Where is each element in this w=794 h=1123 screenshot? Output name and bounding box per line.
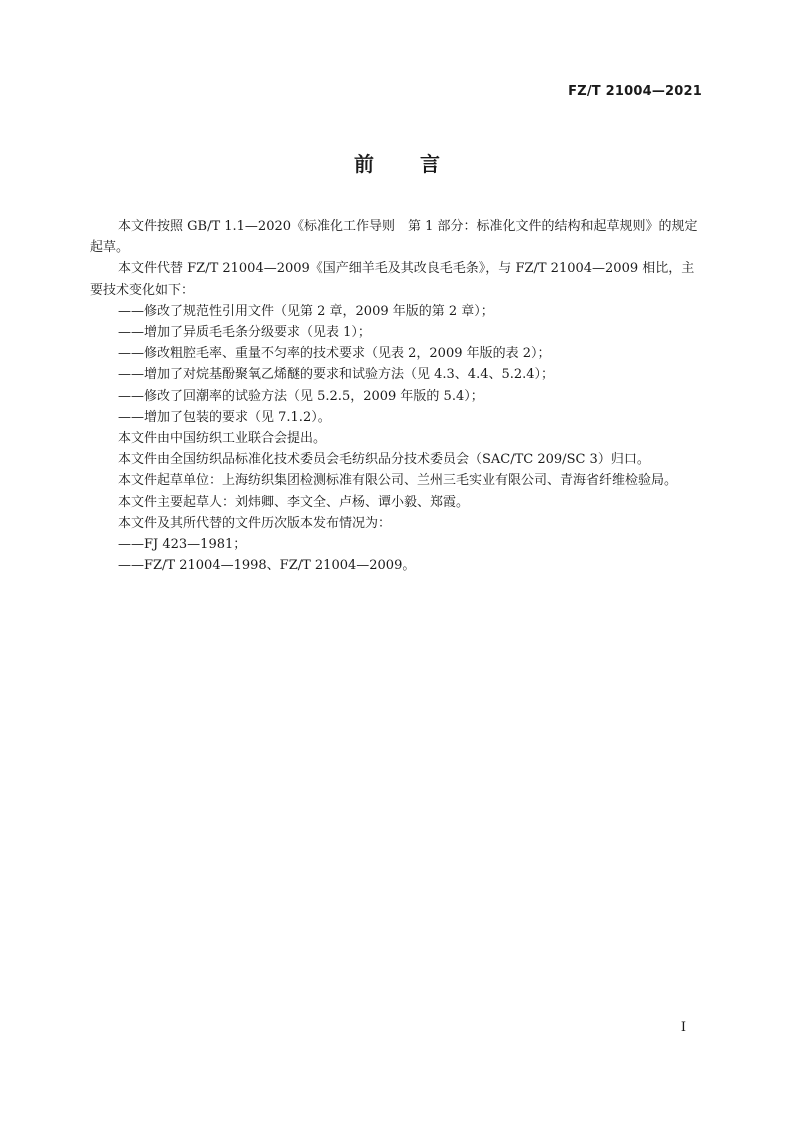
change-item: ——增加了包装的要求（见 7.1.2）。 <box>118 409 331 425</box>
history-item: ——FJ 423—1981； <box>118 537 247 553</box>
title-char-2: 言 <box>420 152 440 176</box>
page-title <box>0 152 794 176</box>
change-item: ——增加了异质毛毛条分级要求（见表 1）； <box>118 325 371 341</box>
paragraph-proposer: 本文件由中国纺织工业联合会提出。 <box>118 431 327 447</box>
paragraph-drafting-units: 本文件起草单位：上海纺织集团检测标准有限公司、兰州三毛实业有限公司、青海省纤维检验局。 <box>118 473 678 489</box>
change-item: ——修改了规范性引用文件（见第 2 章，2009 年版的第 2 章）； <box>118 303 494 319</box>
title-char-1: 前 <box>354 152 374 176</box>
paragraph-drafting-basis: 本文件按照 GB/T 1.1—2020《标准化工作导则 第 1 部分：标准化文件的结构和起草规则》的规定起草。 <box>90 219 698 256</box>
standard-code: FZ/T 21004—2021 <box>568 84 702 99</box>
change-item: ——增加了对烷基酚聚氧乙烯醚的要求和试验方法（见 4.3、4.4、5.2.4）； <box>118 367 555 383</box>
paragraph-committee: 本文件由全国纺织品标准化技术委员会毛纺织品分技术委员会（SAC/TC 209/SC 3）归口。 <box>118 452 650 468</box>
change-item: ——修改粗腔毛率、重量不匀率的技术要求（见表 2，2009 年版的表 2）； <box>118 346 551 362</box>
page-number: I <box>680 1020 686 1035</box>
change-item: ——修改了回潮率的试验方法（见 5.2.5，2009 年版的 5.4）； <box>118 388 484 404</box>
foreword-body <box>90 216 704 576</box>
history-item: ——FZ/T 21004—1998、FZ/T 21004—2009。 <box>118 558 416 574</box>
paragraph-drafters: 本文件主要起草人：刘炜卿、李文全、卢杨、谭小毅、郑霞。 <box>118 494 470 510</box>
paragraph-replacement: 本文件代替 FZ/T 21004—2009《国产细羊毛及其改良毛毛条》，与 FZ/T 21004—2009 相比，主要技术变化如下： <box>90 261 695 298</box>
paragraph-history: 本文件及其所代替的文件历次版本发布情况为： <box>118 515 392 531</box>
